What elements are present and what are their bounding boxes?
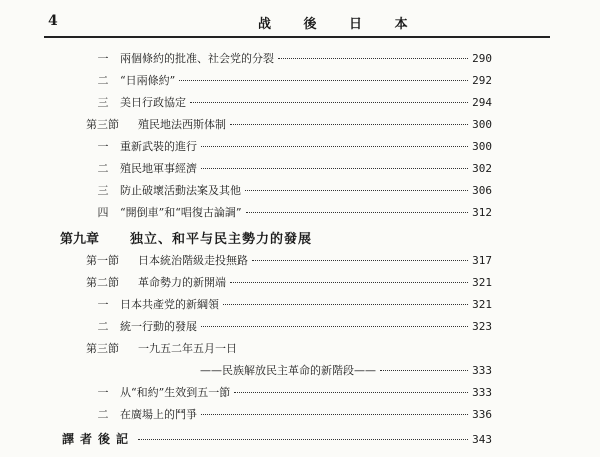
entry-page: 290 — [472, 52, 492, 65]
entry-page: 306 — [472, 184, 492, 197]
entry-number: 三 — [97, 96, 109, 109]
dot-leader — [246, 212, 469, 213]
entry-number: 三 — [97, 184, 109, 197]
dot-leader — [230, 124, 468, 125]
entry-number: 一 — [97, 298, 109, 311]
dot-leader — [179, 80, 468, 81]
dot-leader — [252, 260, 468, 261]
toc-entry — [86, 204, 492, 224]
dot-leader — [380, 370, 468, 371]
section-subtitle: ——民族解放民主革命的新階段—— — [200, 364, 376, 377]
entry-page: 323 — [472, 320, 492, 333]
entry-page: 292 — [472, 74, 492, 87]
dot-leader — [201, 326, 468, 327]
entry-page: 321 — [472, 298, 492, 311]
section-page: 300 — [472, 118, 492, 131]
entry-number: 一 — [97, 140, 109, 153]
chapter-title: 独立、和平与民主勢力的發展 — [130, 232, 313, 247]
entry-number: 一 — [97, 386, 109, 399]
entry-title: 重新武裝的進行 — [120, 140, 197, 153]
entry-title: 殖民地軍事經濟 — [120, 162, 197, 175]
postscript-title: 譯者後記 — [62, 432, 135, 446]
dot-leader — [223, 304, 468, 305]
entry-number: 二 — [97, 320, 109, 333]
header-rule — [44, 36, 550, 38]
toc-section — [86, 340, 492, 360]
toc-entry — [86, 384, 492, 404]
entry-number: 一 — [97, 52, 109, 65]
toc-entry — [86, 406, 492, 426]
entry-page: 300 — [472, 140, 492, 153]
section-number: 第二節 — [86, 276, 119, 289]
section-number: 第一節 — [86, 254, 119, 267]
toc-chapter — [60, 228, 492, 248]
dot-leader — [138, 439, 468, 440]
dot-leader — [201, 168, 468, 169]
toc-entry — [86, 138, 492, 158]
section-title: 一九五二年五月一日 — [138, 342, 237, 355]
toc-entry — [86, 182, 492, 202]
toc-section — [86, 274, 492, 294]
dot-leader — [245, 190, 468, 191]
chapter-number: 第九章 — [60, 232, 100, 247]
entry-page: 302 — [472, 162, 492, 175]
entry-number: 二 — [97, 408, 109, 421]
toc-entry — [86, 94, 492, 114]
postscript-page: 343 — [472, 433, 492, 446]
running-title: 战 後 日 本 — [258, 17, 422, 32]
toc-entry — [86, 50, 492, 70]
entry-title: 防止破壞活動法案及其他 — [120, 184, 241, 197]
section-title: 日本統治階級走投無路 — [138, 254, 248, 267]
running-header — [48, 10, 548, 34]
entry-page: 333 — [472, 364, 492, 377]
toc-section — [86, 252, 492, 272]
toc-entry — [86, 72, 492, 92]
dot-leader — [190, 102, 468, 103]
section-number: 第三節 — [86, 342, 119, 355]
entry-page: 333 — [472, 386, 492, 399]
entry-page: 294 — [472, 96, 492, 109]
toc-section-subtitle — [200, 362, 492, 382]
entry-title: 日本共產党的新綱領 — [120, 298, 219, 311]
toc-section — [86, 116, 492, 136]
section-page: 321 — [472, 276, 492, 289]
entry-title: 美日行政協定 — [120, 96, 186, 109]
toc-entry — [86, 318, 492, 338]
section-number: 第三節 — [86, 118, 119, 131]
toc-entry — [86, 296, 492, 316]
entry-page: 336 — [472, 408, 492, 421]
entry-title: 在廣場上的鬥爭 — [120, 408, 197, 421]
entry-title: 从“和約”生效到五一節 — [120, 386, 231, 399]
entry-number: 二 — [97, 162, 109, 175]
dot-leader — [234, 392, 468, 393]
dot-leader — [278, 58, 468, 59]
entry-page: 312 — [472, 206, 492, 219]
entry-title: 統一行動的發展 — [120, 320, 197, 333]
entry-number: 四 — [97, 206, 109, 219]
section-title: 殖民地法西斯体制 — [138, 118, 226, 131]
entry-number: 二 — [97, 74, 109, 87]
toc-entry — [86, 160, 492, 180]
dot-leader — [230, 282, 468, 283]
dot-leader — [201, 146, 468, 147]
page-number: 4 — [48, 13, 58, 29]
entry-title: “日兩條約” — [120, 74, 176, 87]
entry-title: “開倒車”和“唱復古論調” — [120, 206, 242, 219]
section-title: 革命勢力的新開端 — [138, 276, 226, 289]
dot-leader — [201, 414, 468, 415]
section-page: 317 — [472, 254, 492, 267]
entry-title: 兩個條約的批准、社会党的分裂 — [120, 52, 274, 65]
toc-postscript — [62, 430, 492, 450]
